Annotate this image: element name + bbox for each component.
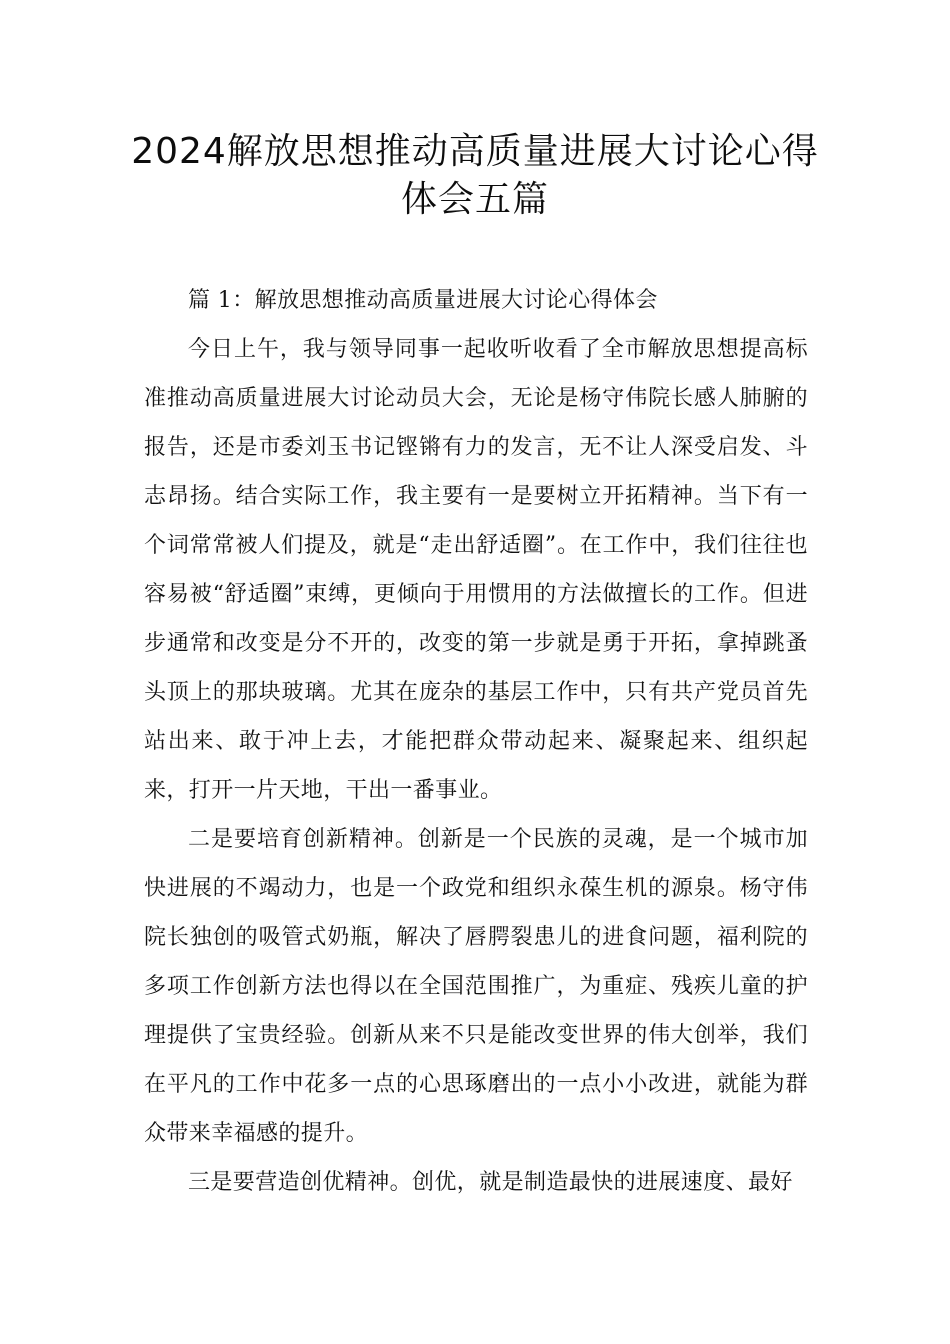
document-body: [144, 276, 808, 1207]
section-heading: 篇 1：解放思想推动高质量进展大讨论心得体会: [188, 288, 658, 313]
paragraph-1: 今日上午，我与领导同事一起收听收看了全市解放思想提高标准推动高质量进展大讨论动员大会，无论是杨守伟院长感人肺腑的报告，还是市委刘玉书记铿锵有力的发言，无不让人深受启发、斗志昂扬。结合实际工作，我主要有一是要树立开拓精神。当下有一个词常常被人们提及，就是“走出舒适圈”。在工作中，我们往往也容易被“舒适圈”束缚，更倾向于用惯用的方法做擅长的工作。但进步通常和改变是分不开的，改变的第一步就是勇于开拓，拿掉跳蚤头顶上的那块玻璃。尤其在庞杂的基层工作中，只有共产党员首先站出来、敢于冲上去，才能把群众带动起来、凝聚起来、组织起来，打开一片天地，干出一番事业。: [144, 337, 808, 803]
paragraph-2: 二是要培育创新精神。创新是一个民族的灵魂，是一个城市加快进展的不竭动力，也是一个政党和组织永葆生机的源泉。杨守伟院长独创的吸管式奶瓶，解决了唇腭裂患儿的进食问题，福利院的多项工作创新方法也得以在全国范围推广，为重症、残疾儿童的护理提供了宝贵经验。创新从来不只是能改变世界的伟大创举，我们在平凡的工作中花多一点的心思琢磨出的一点小小改进，就能为群众带来幸福感的提升。: [144, 827, 808, 1146]
paragraph-3: 三是要营造创优精神。创优，就是制造最快的进展速度、最好: [188, 1170, 793, 1195]
document-title: 2024解放思想推动高质量进展大讨论心得体会五篇: [131, 131, 819, 220]
